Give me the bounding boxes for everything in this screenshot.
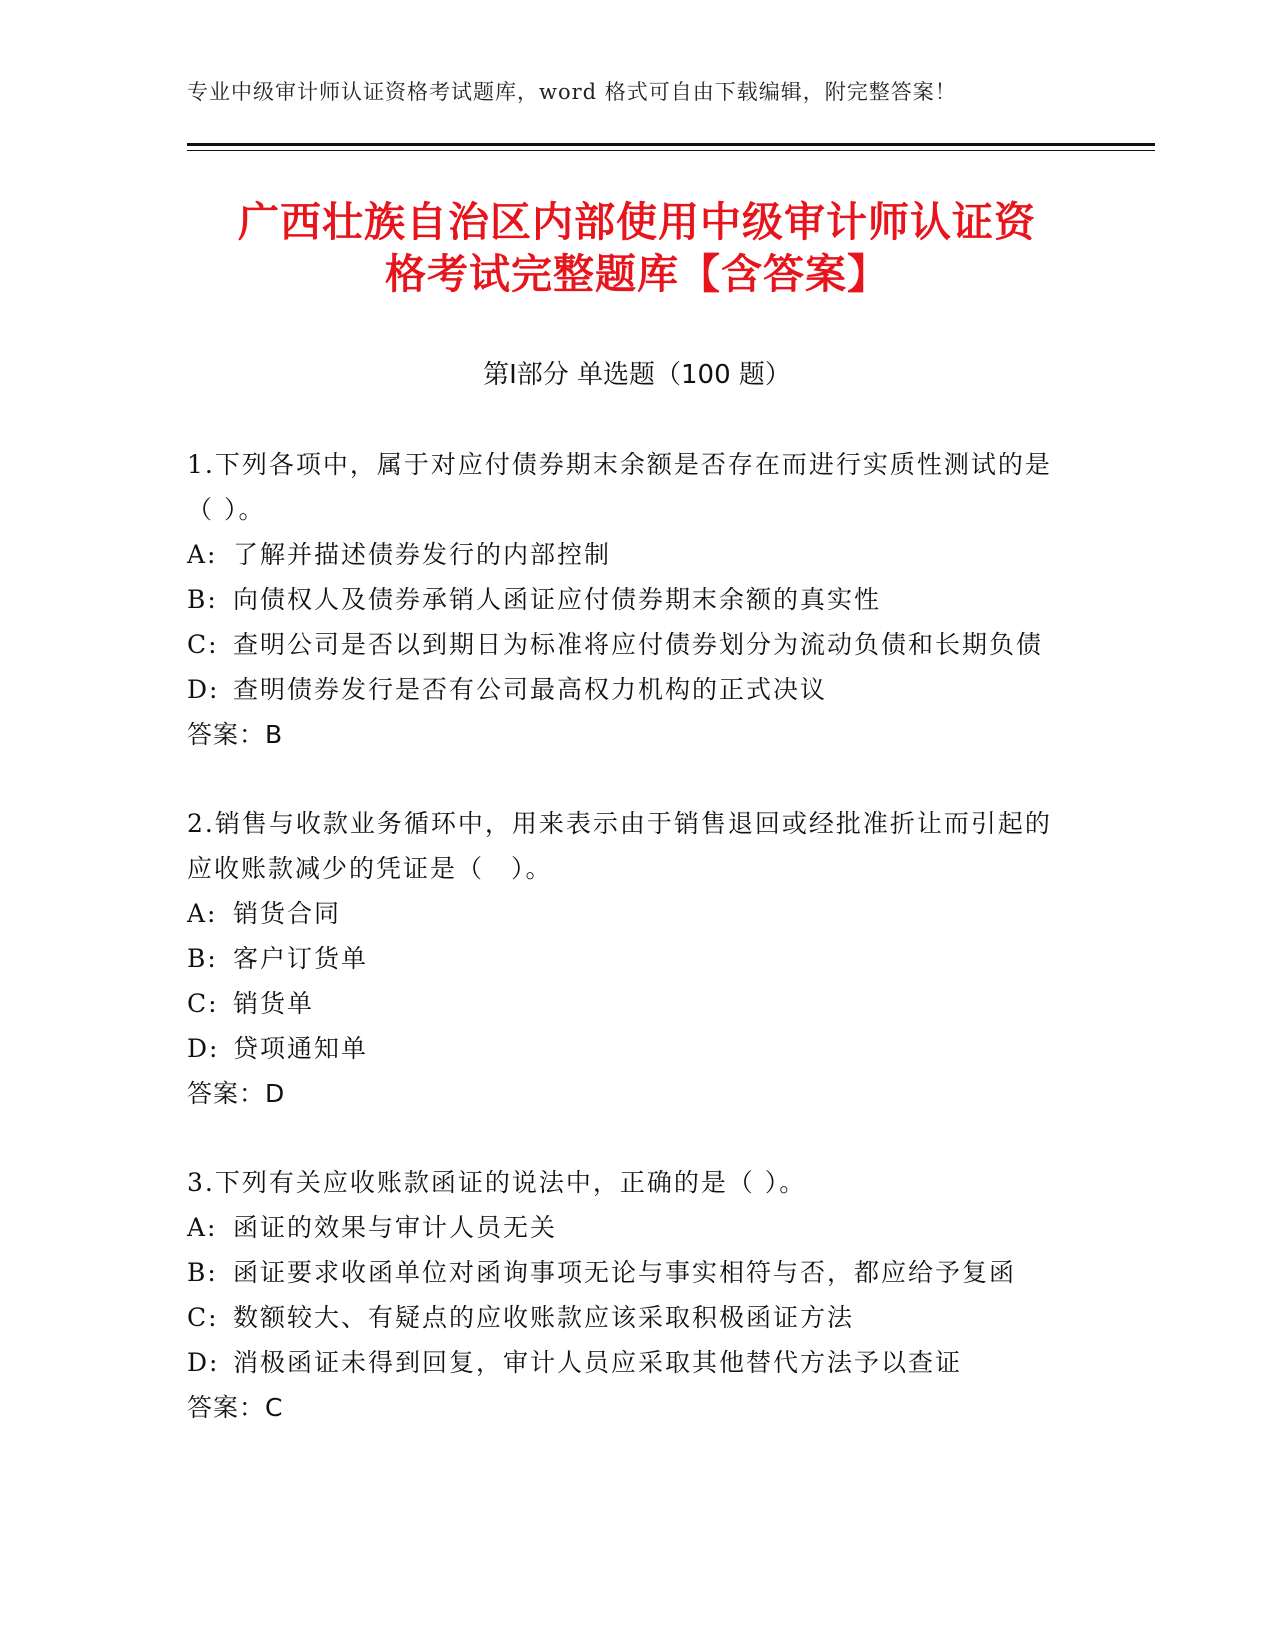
option-c	[187, 1295, 1077, 1340]
question-list	[187, 442, 1077, 1474]
option-a	[187, 891, 1077, 936]
option-b	[187, 1250, 1077, 1295]
option-label: B:	[187, 1258, 218, 1287]
option-text: 查明债券发行是否有公司最高权力机构的正式决议	[233, 675, 828, 704]
option-text: 查明公司是否以到期日为标准将应付债券划分为流动负债和长期负债	[233, 630, 1044, 659]
option-a	[187, 532, 1077, 577]
question-3	[187, 1160, 1077, 1430]
option-text: 销货单	[233, 989, 315, 1018]
option-d	[187, 1340, 1077, 1385]
answer: 答案：D	[187, 1079, 286, 1108]
question-stem: 1.下列各项中，属于对应付债券期末余额是否存在而进行实质性测试的是（ ）。	[187, 450, 1052, 524]
option-label: A:	[187, 540, 218, 569]
question-1	[187, 442, 1077, 757]
option-a	[187, 1205, 1077, 1250]
document-title	[187, 196, 1087, 300]
option-text: 向债权人及债券承销人函证应付债券期末余额的真实性	[233, 585, 882, 614]
option-text: 数额较大、有疑点的应收账款应该采取积极函证方法	[233, 1303, 855, 1332]
option-c	[187, 622, 1077, 667]
option-text: 贷项通知单	[233, 1034, 369, 1063]
section-heading: 第Ⅰ部分 单选题（100 题）	[483, 360, 791, 390]
answer: 答案：C	[187, 1393, 284, 1422]
option-b	[187, 577, 1077, 622]
option-b	[187, 936, 1077, 981]
option-text: 函证要求收函单位对函询事项无论与事实相符与否，都应给予复函	[233, 1258, 1017, 1287]
option-text: 客户订货单	[233, 944, 369, 973]
answer: 答案：B	[187, 720, 284, 749]
option-text: 了解并描述债券发行的内部控制	[233, 540, 612, 569]
option-label: C:	[187, 630, 219, 659]
option-label: A:	[187, 899, 218, 928]
option-d	[187, 1026, 1077, 1071]
option-label: A:	[187, 1213, 218, 1242]
option-text: 函证的效果与审计人员无关	[233, 1213, 558, 1242]
option-label: D:	[187, 1034, 220, 1063]
question-stem: 2.销售与收款业务循环中，用来表示由于销售退回或经批准折让而引起的应收账款减少的凭证是（ ）。	[187, 809, 1052, 883]
option-label: D:	[187, 675, 220, 704]
question-stem: 3.下列有关应收账款函证的说法中，正确的是（ ）。	[187, 1168, 807, 1197]
option-label: C:	[187, 1303, 219, 1332]
document-title-line1: 广西壮族自治区内部使用中级审计师认证资	[238, 198, 1036, 246]
option-d	[187, 667, 1077, 712]
option-label: B:	[187, 944, 218, 973]
option-label: D:	[187, 1348, 220, 1377]
option-label: C:	[187, 989, 219, 1018]
option-text: 消极函证未得到回复，审计人员应采取其他替代方法予以查证	[233, 1348, 963, 1377]
option-text: 销货合同	[233, 899, 342, 928]
document-title-line2: 格考试完整题库【含答案】	[385, 250, 889, 298]
header-rule-thick	[187, 143, 1155, 146]
question-2	[187, 801, 1077, 1116]
header-note: 专业中级审计师认证资格考试题库，word 格式可自由下载编辑，附完整答案！	[187, 80, 957, 104]
option-label: B:	[187, 585, 218, 614]
option-c	[187, 981, 1077, 1026]
header-rule-thin	[187, 150, 1155, 151]
